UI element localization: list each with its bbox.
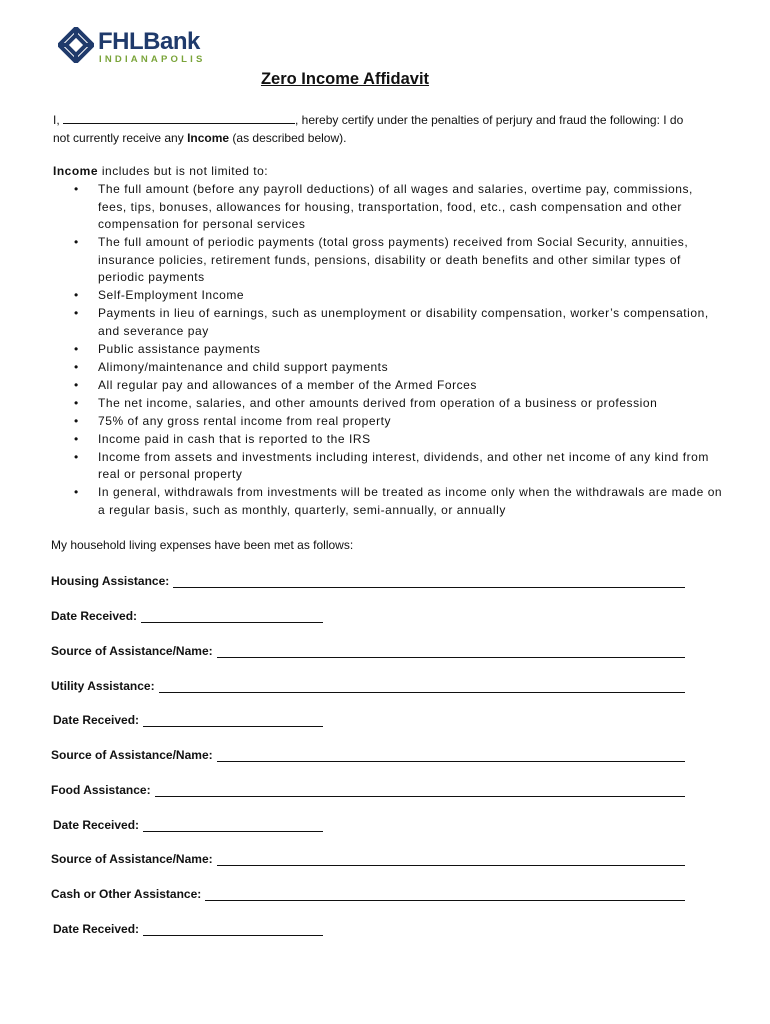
intro-prefix: I, — [53, 113, 60, 127]
income-list-item — [53, 449, 723, 484]
field-label: Source of Assistance/Name: — [51, 748, 213, 762]
income-term: Income — [187, 130, 230, 145]
field-label: Date Received: — [51, 609, 138, 623]
form-field-row — [51, 607, 323, 623]
income-list-item — [53, 431, 723, 449]
income-list-item — [53, 305, 723, 340]
form-field-row — [51, 572, 685, 588]
form-field-row — [53, 711, 323, 727]
bullet-icon: • — [74, 235, 79, 249]
income-item-text: All regular pay and allowances of a member of the Armed Forces — [98, 377, 477, 392]
income-item-text: Alimony/maintenance and child support payments — [98, 359, 389, 374]
income-item-text: Self-Employment Income — [98, 288, 245, 302]
income-list-item — [53, 234, 723, 287]
income-item-text: Income paid in cash that is reported to the IRS — [98, 431, 371, 446]
name-blank-line[interactable] — [63, 112, 295, 124]
field-label: Source of Assistance/Name: — [51, 644, 213, 658]
income-heading — [53, 164, 268, 178]
bullet-icon: • — [74, 395, 79, 410]
field-blank-line[interactable] — [143, 819, 323, 832]
income-item-text: The net income, salaries, and other amounts derived from operation of a business or profession — [98, 395, 658, 410]
income-item-text: Payments in lieu of earnings, such as unemployment or disability compensation, worker’s compensation, and severance pay — [98, 306, 709, 338]
field-blank-line[interactable] — [217, 645, 685, 658]
certification-paragraph — [53, 112, 723, 147]
field-label: Date Received: — [53, 818, 140, 832]
household-statement: My household living expenses have been met as follows: — [51, 538, 354, 552]
form-field-row — [51, 885, 685, 901]
form-field-row — [53, 920, 323, 936]
income-item-text: In general, withdrawals from investments will be treated as income only when the withdrawals are made on a regular basis, such as monthly, quarterly, semi-annually, or annually — [98, 485, 723, 517]
field-blank-line[interactable] — [143, 714, 323, 727]
field-blank-line[interactable] — [141, 610, 323, 623]
field-label: Date Received: — [53, 922, 140, 936]
form-field-row — [53, 816, 323, 832]
field-label: Housing Assistance: — [51, 574, 170, 588]
bullet-icon: • — [74, 485, 79, 499]
bullet-icon: • — [74, 377, 79, 392]
income-list-item — [53, 484, 723, 519]
income-list-item — [53, 287, 723, 305]
bullet-icon: • — [74, 182, 79, 196]
income-list-item — [53, 181, 723, 234]
income-item-text: Public assistance payments — [98, 341, 261, 356]
bullet-icon: • — [74, 306, 79, 320]
field-blank-line[interactable] — [205, 888, 685, 901]
bullet-icon: • — [74, 449, 79, 464]
income-list-item — [53, 359, 723, 377]
page-title: Zero Income Affidavit — [260, 70, 430, 88]
bullet-icon: • — [74, 431, 79, 446]
field-blank-line[interactable] — [217, 749, 685, 762]
field-blank-line[interactable] — [217, 853, 685, 866]
form-field-row — [51, 642, 685, 658]
form-field-row — [51, 850, 685, 866]
income-list-item — [53, 377, 723, 395]
logo-mark-icon — [58, 27, 94, 63]
logo-subtitle: INDIANAPOLIS — [99, 54, 206, 65]
income-item-text: Income from assets and investments including interest, dividends, and other net income of any kind from real or personal property — [98, 449, 709, 481]
fhlbank-logo — [58, 27, 218, 67]
income-list — [53, 181, 723, 520]
field-label: Utility Assistance: — [51, 679, 155, 693]
field-label: Source of Assistance/Name: — [51, 852, 213, 866]
field-blank-line[interactable] — [155, 784, 685, 797]
form-field-row — [51, 677, 685, 693]
income-item-text: 75% of any gross rental income from real property — [98, 413, 392, 428]
field-label: Food Assistance: — [51, 783, 151, 797]
income-heading-bold: Income — [53, 164, 99, 178]
field-blank-line[interactable] — [159, 680, 685, 693]
bullet-icon: • — [74, 341, 79, 356]
income-list-item — [53, 413, 723, 431]
field-label: Cash or Other Assistance: — [51, 887, 202, 901]
bullet-icon: • — [74, 413, 79, 428]
intro-line1: , hereby certify under the penalties of perjury and fraud the following: I do — [295, 113, 684, 127]
intro-line2b: (as described below). — [229, 130, 347, 145]
field-blank-line[interactable] — [173, 575, 685, 588]
form-field-row — [51, 746, 685, 762]
income-list-item — [53, 395, 723, 413]
income-heading-rest: includes but is not limited to: — [98, 164, 269, 178]
bullet-icon: • — [74, 288, 79, 302]
field-label: Date Received: — [53, 713, 140, 727]
intro-line2a: not currently receive any — [53, 130, 188, 145]
income-item-text: The full amount (before any payroll deductions) of all wages and salaries, overtime pay, commissions, fees, tips, bonuses, allowances for housing, transportation, food, etc., cash compensation and other compensation for personal services — [98, 182, 693, 231]
income-item-text: The full amount of periodic payments (total gross payments) received from Social Security, annuities, insurance policies, retirement funds, pensions, disability or death benefits and other similar types of periodic payments — [98, 235, 689, 284]
logo-name: FHLBank — [98, 28, 200, 55]
field-blank-line[interactable] — [143, 923, 323, 936]
income-list-item — [53, 341, 723, 359]
bullet-icon: • — [74, 359, 79, 374]
form-field-row — [51, 781, 685, 797]
